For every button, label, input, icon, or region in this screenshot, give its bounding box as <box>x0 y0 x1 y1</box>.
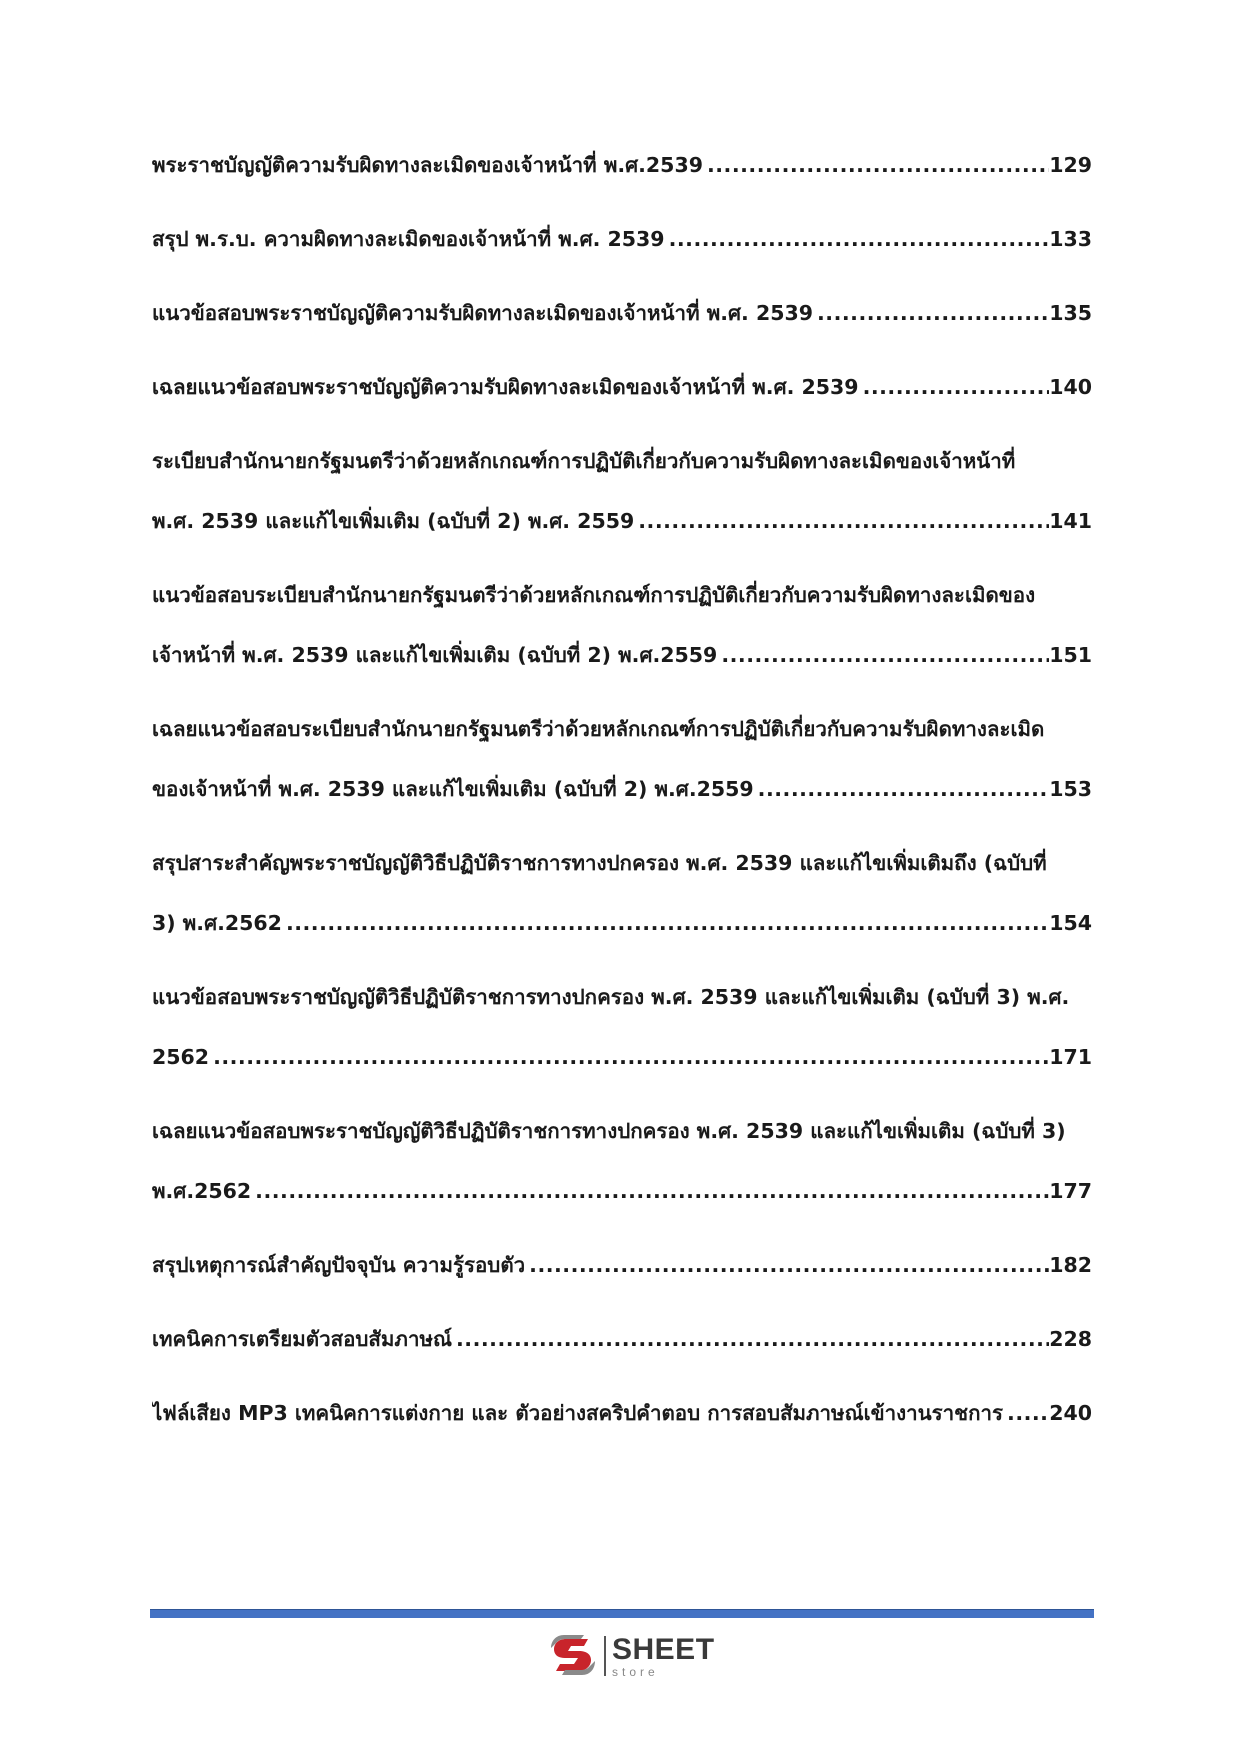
toc-entry[interactable] <box>152 446 1092 536</box>
toc-entry-title: เทคนิคการเตรียมตัวสอบสัมภาษณ์ <box>152 1327 452 1351</box>
toc-entry-title: 2562 <box>152 1045 210 1069</box>
toc-entry-title: เฉลยแนวข้อสอบพระราชบัญญัติความรับผิดทางละเมิดของเจ้าหน้าที่ พ.ศ. 2539 <box>152 375 859 399</box>
toc-entry-line <box>152 150 1092 180</box>
entry-gap <box>152 1072 1092 1116</box>
entry-gap <box>152 1280 1092 1324</box>
toc-page-number: 240 <box>1049 1401 1092 1425</box>
toc-dot-leader <box>634 506 1049 536</box>
toc-entry-title: ของเจ้าหน้าที่ พ.ศ. 2539 และแก้ไขเพิ่มเติม (ฉบับที่ 2) พ.ศ.2559 <box>152 777 754 801</box>
logo-sub-text: store <box>612 1664 659 1679</box>
line-gap <box>152 610 1092 640</box>
entry-gap <box>152 804 1092 848</box>
toc-entry-line <box>152 1176 1092 1206</box>
entry-gap <box>152 254 1092 298</box>
entry-gap <box>152 180 1092 224</box>
line-gap <box>152 1012 1092 1042</box>
line-gap <box>152 476 1092 506</box>
toc-entry-line <box>152 1398 1092 1428</box>
toc-entry[interactable] <box>152 1324 1092 1354</box>
toc-entry-title: ระเบียบสำนักนายกรัฐมนตรีว่าด้วยหลักเกณฑ์การปฏิบัติเกี่ยวกับความรับผิดทางละเมิดของเจ้าหน้าที่ <box>152 449 1016 473</box>
toc-entry-title: เจ้าหน้าที่ พ.ศ. 2539 และแก้ไขเพิ่มเติม (ฉบับที่ 2) พ.ศ.2559 <box>152 643 718 667</box>
toc-entry-title: สรุปสาระสำคัญพระราชบัญญัติวิธีปฏิบัติราชการทางปกครอง พ.ศ. 2539 และแก้ไขเพิ่มเติมถึง (ฉบับที่ <box>152 851 1047 875</box>
footer-divider-bar <box>150 1609 1094 1618</box>
toc-entry[interactable] <box>152 1116 1092 1206</box>
toc-entry-title: ไฟล์เสียง MP3 เทคนิคการแต่งกาย และ ตัวอย่างสคริปคำตอบ การสอบสัมภาษณ์เข้างานราชการ <box>152 1401 1004 1425</box>
toc-entry[interactable] <box>152 1250 1092 1280</box>
entry-gap <box>152 1354 1092 1398</box>
toc-entry-title: แนวข้อสอบพระราชบัญญัติวิธีปฏิบัติราชการทางปกครอง พ.ศ. 2539 และแก้ไขเพิ่มเติม (ฉบับที่ 3) พ.ศ. <box>152 985 1070 1009</box>
toc-entry-line <box>152 224 1092 254</box>
entry-gap <box>152 938 1092 982</box>
toc-entry-title: แนวข้อสอบระเบียบสำนักนายกรัฐมนตรีว่าด้วยหลักเกณฑ์การปฏิบัติเกี่ยวกับความรับผิดทางละเมิดของ <box>152 583 1036 607</box>
toc-dot-leader <box>717 640 1049 670</box>
toc-entry-line <box>152 1042 1092 1072</box>
toc-entry-line <box>152 298 1092 328</box>
toc-page-number: 129 <box>1049 153 1092 177</box>
sheet-store-logo <box>548 1630 715 1682</box>
toc-dot-leader <box>525 1250 1049 1280</box>
toc-dot-leader <box>859 372 1050 402</box>
toc-entry[interactable] <box>152 1398 1092 1428</box>
toc-page-number: 171 <box>1049 1045 1092 1069</box>
toc-entry-title: 3) พ.ศ.2562 <box>152 911 282 935</box>
toc-page-number: 151 <box>1049 643 1092 667</box>
toc-page-number: 141 <box>1049 509 1092 533</box>
logo-text <box>612 1632 715 1679</box>
sheet-store-s-icon <box>548 1631 598 1681</box>
toc-entry[interactable] <box>152 372 1092 402</box>
toc-entry-title: เฉลยแนวข้อสอบระเบียบสำนักนายกรัฐมนตรีว่าด้วยหลักเกณฑ์การปฏิบัติเกี่ยวกับความรับผิดทางละเมิด <box>152 717 1045 741</box>
toc-entry-line <box>152 1324 1092 1354</box>
toc-page-number: 135 <box>1049 301 1092 325</box>
toc-entry-title: สรุป พ.ร.บ. ความผิดทางละเมิดของเจ้าหน้าที่ พ.ศ. 2539 <box>152 227 665 251</box>
toc-entry[interactable] <box>152 150 1092 180</box>
toc-entry[interactable] <box>152 982 1092 1072</box>
toc-entry-title: แนวข้อสอบพระราชบัญญัติความรับผิดทางละเมิดของเจ้าหน้าที่ พ.ศ. 2539 <box>152 301 814 325</box>
entry-gap <box>152 402 1092 446</box>
toc-page-number: 177 <box>1049 1179 1092 1203</box>
entry-gap <box>152 536 1092 580</box>
toc-page-number: 228 <box>1049 1327 1092 1351</box>
toc-entry[interactable] <box>152 848 1092 938</box>
toc-entry-line <box>152 372 1092 402</box>
toc-entry[interactable] <box>152 580 1092 670</box>
toc-dot-leader <box>754 774 1050 804</box>
toc-dot-leader <box>209 1042 1049 1072</box>
toc-page-number: 140 <box>1049 375 1092 399</box>
line-gap <box>152 744 1092 774</box>
table-of-contents <box>152 150 1092 1428</box>
toc-dot-leader <box>813 298 1049 328</box>
toc-dot-leader <box>452 1324 1049 1354</box>
toc-entry-line <box>152 506 1092 536</box>
toc-page-number: 154 <box>1049 911 1092 935</box>
toc-entry-line <box>152 1250 1092 1280</box>
toc-entry-title: พ.ศ. 2539 และแก้ไขเพิ่มเติม (ฉบับที่ 2) พ.ศ. 2559 <box>152 509 635 533</box>
toc-entry-title: เฉลยแนวข้อสอบพระราชบัญญัติวิธีปฏิบัติราชการทางปกครอง พ.ศ. 2539 และแก้ไขเพิ่มเติม (ฉบับที่ 3) <box>152 1119 1066 1143</box>
toc-entry[interactable] <box>152 714 1092 804</box>
entry-gap <box>152 328 1092 372</box>
toc-entry-line <box>152 640 1092 670</box>
toc-entry[interactable] <box>152 298 1092 328</box>
toc-page-number: 133 <box>1049 227 1092 251</box>
toc-dot-leader <box>282 908 1049 938</box>
toc-dot-leader <box>1003 1398 1049 1428</box>
line-gap <box>152 1146 1092 1176</box>
line-gap <box>152 878 1092 908</box>
toc-dot-leader <box>251 1176 1049 1206</box>
toc-entry-line <box>152 774 1092 804</box>
logo-separator <box>604 1636 606 1676</box>
logo-main-text: SHEET <box>612 1632 715 1666</box>
toc-entry-title: สรุปเหตุการณ์สำคัญปัจจุบัน ความรู้รอบตัว <box>152 1253 526 1277</box>
entry-gap <box>152 1206 1092 1250</box>
toc-entry-line <box>152 908 1092 938</box>
toc-dot-leader <box>665 224 1050 254</box>
toc-page-number: 153 <box>1049 777 1092 801</box>
toc-entry-title: พ.ศ.2562 <box>152 1179 252 1203</box>
toc-entry[interactable] <box>152 224 1092 254</box>
toc-entry-title: พระราชบัญญัติความรับผิดทางละเมิดของเจ้าหน้าที่ พ.ศ.2539 <box>152 153 703 177</box>
entry-gap <box>152 670 1092 714</box>
toc-dot-leader <box>703 150 1049 180</box>
toc-page-number: 182 <box>1049 1253 1092 1277</box>
